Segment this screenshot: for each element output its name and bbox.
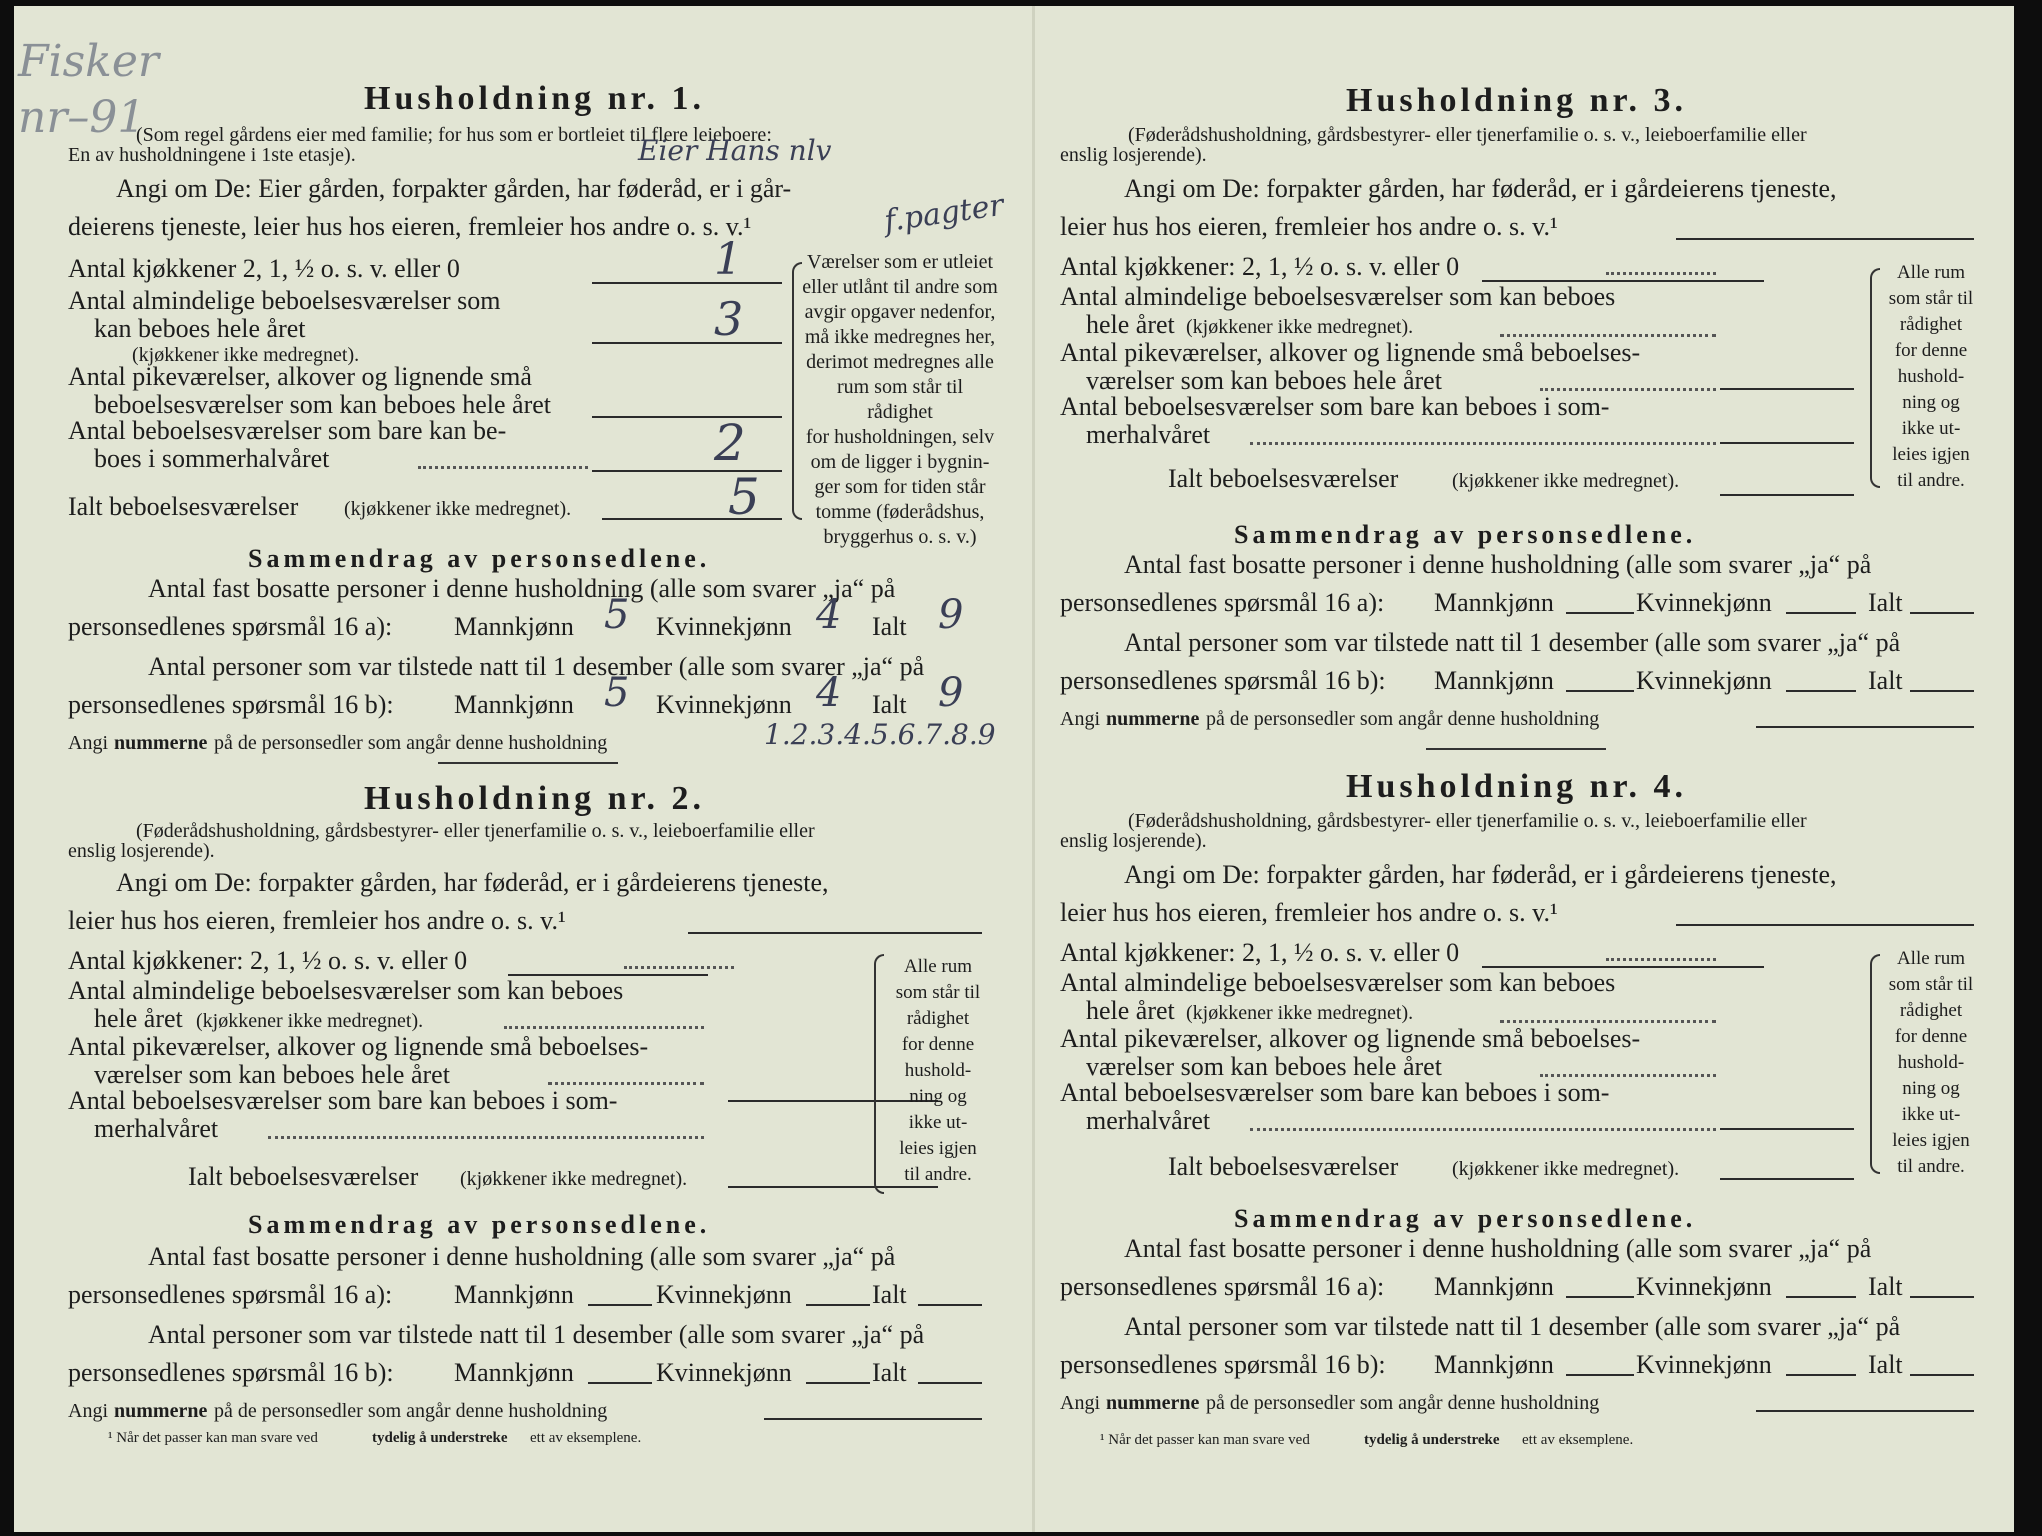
present-male-label: Mannkjønn [454,690,574,719]
numbers-label-b: nummerne [1106,708,1200,730]
side-note-line: ning og [1902,1078,1960,1099]
summer-dots [1250,1128,1716,1131]
side-note-line: ikke ut- [1901,1104,1961,1125]
small-rooms-line [1720,388,1854,390]
present-total-label: Ialt [1868,1350,1903,1379]
numbers-label-b: nummerne [1106,1392,1200,1414]
census-form-sheet [14,6,2014,1532]
summer-line [1720,442,1854,444]
handwritten-owner: Eier Hans nlv [638,134,832,167]
present-total-label: Ialt [872,690,907,719]
small-rooms-label: Antal pikeværelser, alkover og lignende små beboelses- [1060,338,1641,367]
fast-female-line [1786,1296,1856,1298]
rooms-label: Antal almindelige beboelsesværelser som kan beboes [1060,282,1616,311]
handwritten-status: f.pagter [882,187,1006,240]
total-note: (kjøkkener ikke medregnet). [460,1168,688,1190]
present-female-label: Kvinnekjønn [1636,1350,1772,1379]
household-1-title: Husholdning nr. 1. [364,80,705,117]
side-note-line: rådighet [1899,314,1963,335]
handwritten-kitchens: 1 [714,234,742,285]
kitchens-label: Antal kjøkkener: 2, 1, ½ o. s. v. eller 0 [1060,938,1460,967]
kitchens-label: Antal kjøkkener: 2, 1, ½ o. s. v. eller 0 [68,946,468,975]
side-note-line: hushold- [904,1060,972,1081]
numbers-label-c: på de personsedler som angår denne husholdning [1206,1392,1600,1414]
summer-rooms-label: Antal beboelsesværelser som bare kan beboes i som- [68,1086,618,1115]
section-separator [1426,748,1606,750]
present-total-line [1910,690,1974,692]
side-note-line: som står til [895,982,981,1003]
kitchens-dots [1606,958,1716,961]
kitchens-line [592,282,782,284]
rooms-label-2: hele året [1086,996,1175,1025]
household-3-intro: (Føderådshusholdning, gårdsbestyrer- eller tjenerfamilie o. s. v., leieboerfamilie eller [1128,124,1807,146]
rooms-label: Antal almindelige beboelsesværelser som kan beboes [68,976,624,1005]
fast-total-line [918,1304,982,1306]
side-note-line: leies igjen [899,1138,977,1159]
total-label: Ialt beboelsesværelser [1168,1152,1399,1181]
numbers-label-a: Angi [68,1400,108,1422]
handwritten-total: 5 [728,468,760,526]
side-note-line: Værelser som er utleiet [806,251,994,273]
present-female-line [1786,690,1856,692]
summer-dots [268,1136,704,1139]
small-rooms-dots [1540,388,1716,391]
footnote-c: ett av eksemplene. [530,1430,642,1446]
side-note-line: rum som står til rådighet [836,376,964,423]
side-note-line: for husholdningen, selv [805,426,995,448]
fast-total-label: Ialt [1868,588,1903,617]
total-line [1720,494,1854,496]
present-male-label: Mannkjønn [1434,666,1554,695]
angi-om-de: Angi om De: forpakter gården, har føderåd, er i gårdeierens tjeneste, [1124,860,1837,889]
footnote-a: ¹ Når det passer kan man svare ved [108,1430,318,1446]
side-note-brace [792,262,802,520]
present-total-line [918,1382,982,1384]
household-4-intro-2: enslig losjerende). [1060,830,1207,852]
total-note: (kjøkkener ikke medregnet). [1452,1158,1680,1180]
side-note-line: ning og [1902,392,1960,413]
angi-line [688,932,982,934]
present-female-line [1786,1374,1856,1376]
pencil-note-line-2: nr–91 [18,92,146,143]
numbers-label-c: på de personsedler som angår denne husholdning [214,732,608,754]
handwritten-summer: 2 [714,414,746,472]
angi-om-de: Angi om De: forpakter gården, har føderåd, er i gårdeierens tjeneste, [116,868,829,897]
side-note-line: bryggerhus o. s. v.) [823,526,977,548]
summer-dots [1250,442,1716,445]
rooms-label: Antal almindelige beboelsesværelser som kan beboes [1060,968,1616,997]
fast-total-label: Ialt [872,1280,907,1309]
side-note-line: ger som for tiden står [814,476,986,498]
fast-male-label: Mannkjønn [1434,1272,1554,1301]
handwritten-fast-total: 9 [938,592,964,638]
summary-title: Sammendrag av personsedlene. [248,1210,711,1239]
present-female-label: Kvinnekjønn [656,1358,792,1387]
kitchens-dots [1606,272,1716,275]
small-rooms-label-2: værelser som kan beboes hele året [1086,1052,1442,1081]
present-persons-q: personsedlenes spørsmål 16 b): [1060,666,1386,695]
fast-persons-text: Antal fast bosatte personer i denne husholdning (alle som svarer „ja“ på [148,1242,896,1271]
side-note-brace [874,954,884,1194]
summer-line [1720,1128,1854,1130]
summer-dots [418,466,588,469]
side-note-line: for denne [901,1034,975,1055]
small-rooms-dots [1540,1074,1716,1077]
present-persons-text: Antal personer som var tilstede natt til 1 desember (alle som svarer „ja“ på [148,652,925,681]
angi-om-de: Angi om De: forpakter gården, har føderåd, er i gårdeierens tjeneste, [1124,174,1837,203]
pencil-note-line-1: Fisker [18,36,159,87]
household-3-title: Husholdning nr. 3. [1346,82,1687,119]
side-note-line: tomme (føderådshus, [815,501,985,523]
present-male-line [588,1382,652,1384]
angi-om-de-2: leier hus hos eieren, fremleier hos andre o. s. v.¹ [1060,898,1558,927]
fast-male-label: Mannkjønn [454,1280,574,1309]
fast-persons-q: personsedlenes spørsmål 16 a): [1060,588,1385,617]
small-rooms-label: Antal pikeværelser, alkover og lignende små beboelses- [1060,1024,1641,1053]
kitchens-label: Antal kjøkkener 2, 1, ½ o. s. v. eller 0 [68,254,460,283]
rooms-label: Antal almindelige beboelsesværelser som [68,286,501,315]
fast-female-line [1786,612,1856,614]
rooms-dots [504,1026,704,1029]
rooms-dots [1500,334,1716,337]
rooms-label-2: hele året [94,1004,183,1033]
household-4-title: Husholdning nr. 4. [1346,768,1687,805]
side-note-line: leies igjen [1892,1130,1970,1151]
rooms-line [592,342,782,344]
summer-rooms-label-2: merhalvåret [1086,420,1211,449]
summer-rooms-label-2: merhalvåret [94,1114,219,1143]
fast-total-label: Ialt [1868,1272,1903,1301]
side-note-line: som står til [1888,288,1974,309]
fast-persons-text: Antal fast bosatte personer i denne husholdning (alle som svarer „ja“ på [148,574,896,603]
side-note-line: ikke ut- [908,1112,968,1133]
rooms-dots [1500,1020,1716,1023]
handwritten-present-total: 9 [938,670,964,716]
household-1-intro: (Som regel gårdens eier med familie; for hus som er bortleiet til flere leieboere: [136,124,772,146]
numbers-line [764,1418,982,1420]
fast-persons-text: Antal fast bosatte personer i denne husholdning (alle som svarer „ja“ på [1124,550,1872,579]
handwritten-fast-male: 5 [604,592,630,638]
fast-persons-text: Antal fast bosatte personer i denne husholdning (alle som svarer „ja“ på [1124,1234,1872,1263]
summer-rooms-label: Antal beboelsesværelser som bare kan be- [68,416,507,445]
numbers-label-c: på de personsedler som angår denne husholdning [1206,708,1600,730]
present-female-label: Kvinnekjønn [656,690,792,719]
present-male-label: Mannkjønn [1434,1350,1554,1379]
side-note-line: eller utlånt til andre som [802,276,998,298]
present-male-label: Mannkjønn [454,1358,574,1387]
numbers-label-b: nummerne [114,732,208,754]
side-note-2 [1878,260,1984,494]
side-note-line: rådighet [1899,1000,1963,1021]
footnote-c: ett av eksemplene. [1522,1432,1634,1448]
total-line [1720,1178,1854,1180]
side-note-line: til andre. [1897,470,1965,491]
angi-om-de-2: leier hus hos eieren, fremleier hos andre o. s. v.¹ [68,906,566,935]
fast-male-line [588,1304,652,1306]
side-note-1 [802,250,998,550]
present-persons-q: personsedlenes spørsmål 16 b): [1060,1350,1386,1379]
fast-female-label: Kvinnekjønn [1636,588,1772,617]
fast-female-line [806,1304,870,1306]
present-persons-text: Antal personer som var tilstede natt til 1 desember (alle som svarer „ja“ på [148,1320,925,1349]
side-note-line: avgir opgaver nedenfor, [804,301,996,323]
footnote-a: ¹ Når det passer kan man svare ved [1100,1432,1310,1448]
side-note-2 [884,954,992,1188]
handwritten-present-female: 4 [816,670,842,716]
numbers-line [1756,1410,1974,1412]
side-note-line: Alle rum [1896,948,1966,969]
household-4-intro: (Føderådshusholdning, gårdsbestyrer- eller tjenerfamilie o. s. v., leieboerfamilie eller [1128,810,1807,832]
side-note-line: må ikke medregnes her, [804,326,996,348]
total-label: Ialt beboelsesværelser [68,492,299,521]
numbers-label-b: nummerne [114,1400,208,1422]
side-note-line: leies igjen [1892,444,1970,465]
small-rooms-line [592,416,782,418]
section-separator [438,762,618,764]
fast-total-line [1910,612,1974,614]
summer-rooms-label-2: boes i sommerhalvåret [94,444,330,473]
present-total-line [1910,1374,1974,1376]
kitchens-label: Antal kjøkkener: 2, 1, ½ o. s. v. eller 0 [1060,252,1460,281]
handwritten-present-male: 5 [604,670,630,716]
present-persons-q: personsedlenes spørsmål 16 b): [68,1358,394,1387]
rooms-note: (kjøkkener ikke medregnet). [1186,1002,1414,1024]
handwritten-fast-female: 4 [816,592,842,638]
small-rooms-label: Antal pikeværelser, alkover og lignende små beboelses- [68,1032,649,1061]
small-rooms-label-2: værelser som kan beboes hele året [1086,366,1442,395]
fast-persons-q: personsedlenes spørsmål 16 a): [68,1280,393,1309]
numbers-label-a: Angi [1060,708,1100,730]
side-note-line: hushold- [1897,1052,1965,1073]
numbers-label-a: Angi [1060,1392,1100,1414]
present-persons-text: Antal personer som var tilstede natt til 1 desember (alle som svarer „ja“ på [1124,628,1901,657]
side-note-line: til andre. [1897,1156,1965,1177]
fast-male-line [1566,612,1634,614]
small-rooms-label-2: beboelsesværelser som kan beboes hele året [94,390,552,419]
summary-title: Sammendrag av personsedlene. [1234,520,1697,549]
kitchens-dots [624,966,734,969]
present-total-label: Ialt [872,1358,907,1387]
summer-rooms-label: Antal beboelsesværelser som bare kan beboes i som- [1060,1078,1610,1107]
angi-om-de-2: deierens tjeneste, leier hus hos eieren, fremleier hos andre o. s. v.¹ [68,212,752,241]
fast-female-label: Kvinnekjønn [656,612,792,641]
rooms-label-2: kan beboes hele året [94,314,306,343]
fast-male-label: Mannkjønn [1434,588,1554,617]
present-female-line [806,1382,870,1384]
small-rooms-dots [548,1082,704,1085]
fast-female-label: Kvinnekjønn [656,1280,792,1309]
present-total-label: Ialt [1868,666,1903,695]
fast-total-line [1910,1296,1974,1298]
side-note-line: til andre. [904,1164,972,1185]
summer-rooms-label: Antal beboelsesværelser som bare kan beboes i som- [1060,392,1610,421]
rooms-note: (kjøkkener ikke medregnet). [1186,316,1414,338]
side-note-line: Alle rum [903,956,973,977]
total-note: (kjøkkener ikke medregnet). [344,498,572,520]
footnote-b: tydelig å understreke [372,1430,508,1446]
side-note-line: rådighet [906,1008,970,1029]
fast-male-label: Mannkjønn [454,612,574,641]
household-2-intro-2: enslig losjerende). [68,840,215,862]
summary-title: Sammendrag av personsedlene. [248,544,711,573]
angi-line [1676,238,1974,240]
side-note-line: om de ligger i bygnin- [810,451,990,473]
fast-persons-q: personsedlenes spørsmål 16 a): [1060,1272,1385,1301]
fast-total-label: Ialt [872,612,907,641]
numbers-label-a: Angi [68,732,108,754]
fast-female-label: Kvinnekjønn [1636,1272,1772,1301]
handwritten-numbers: 1.2.3.4.5.6.7.8.9 [764,718,996,751]
side-note-line: for denne [1894,1026,1968,1047]
household-3-intro-2: enslig losjerende). [1060,144,1207,166]
small-rooms-label: Antal pikeværelser, alkover og lignende små [68,362,532,391]
total-label: Ialt beboelsesværelser [1168,464,1399,493]
angi-line [1676,924,1974,926]
side-note-line: for denne [1894,340,1968,361]
numbers-label-c: på de personsedler som angår denne husholdning [214,1400,608,1422]
side-note-line: derimot medregnes alle [806,351,994,373]
numbers-line [1756,726,1974,728]
side-note-2 [1878,946,1984,1180]
fast-persons-q: personsedlenes spørsmål 16 a): [68,612,393,641]
angi-om-de: Angi om De: Eier gården, forpakter gården, har føderåd, er i går- [116,174,792,203]
footnote-b: tydelig å understreke [1364,1432,1500,1448]
rooms-note: (kjøkkener ikke medregnet). [196,1010,424,1032]
total-label: Ialt beboelsesværelser [188,1162,419,1191]
household-2-intro: (Føderådshusholdning, gårdsbestyrer- eller tjenerfamilie o. s. v., leieboerfamilie eller [136,820,815,842]
side-note-line: ning og [909,1086,967,1107]
household-1-intro-2: En av husholdningene i 1ste etasje). [68,144,356,166]
angi-om-de-2: leier hus hos eieren, fremleier hos andre o. s. v.¹ [1060,212,1558,241]
rooms-label-2: hele året [1086,310,1175,339]
handwritten-rooms: 3 [714,292,744,346]
present-persons-q: personsedlenes spørsmål 16 b): [68,690,394,719]
small-rooms-label-2: værelser som kan beboes hele året [94,1060,450,1089]
total-note: (kjøkkener ikke medregnet). [1452,470,1680,492]
page-fold [1032,6,1035,1532]
side-note-line: hushold- [1897,366,1965,387]
fast-male-line [1566,1296,1634,1298]
present-persons-text: Antal personer som var tilstede natt til 1 desember (alle som svarer „ja“ på [1124,1312,1901,1341]
household-2-title: Husholdning nr. 2. [364,780,705,817]
side-note-line: ikke ut- [1901,418,1961,439]
summer-rooms-label-2: merhalvåret [1086,1106,1211,1135]
present-male-line [1566,1374,1634,1376]
rooms-note: (kjøkkener ikke medregnet). [132,344,360,366]
side-note-line: som står til [1888,974,1974,995]
side-note-line: Alle rum [1896,262,1966,283]
present-female-label: Kvinnekjønn [1636,666,1772,695]
summary-title: Sammendrag av personsedlene. [1234,1204,1697,1233]
present-male-line [1566,690,1634,692]
